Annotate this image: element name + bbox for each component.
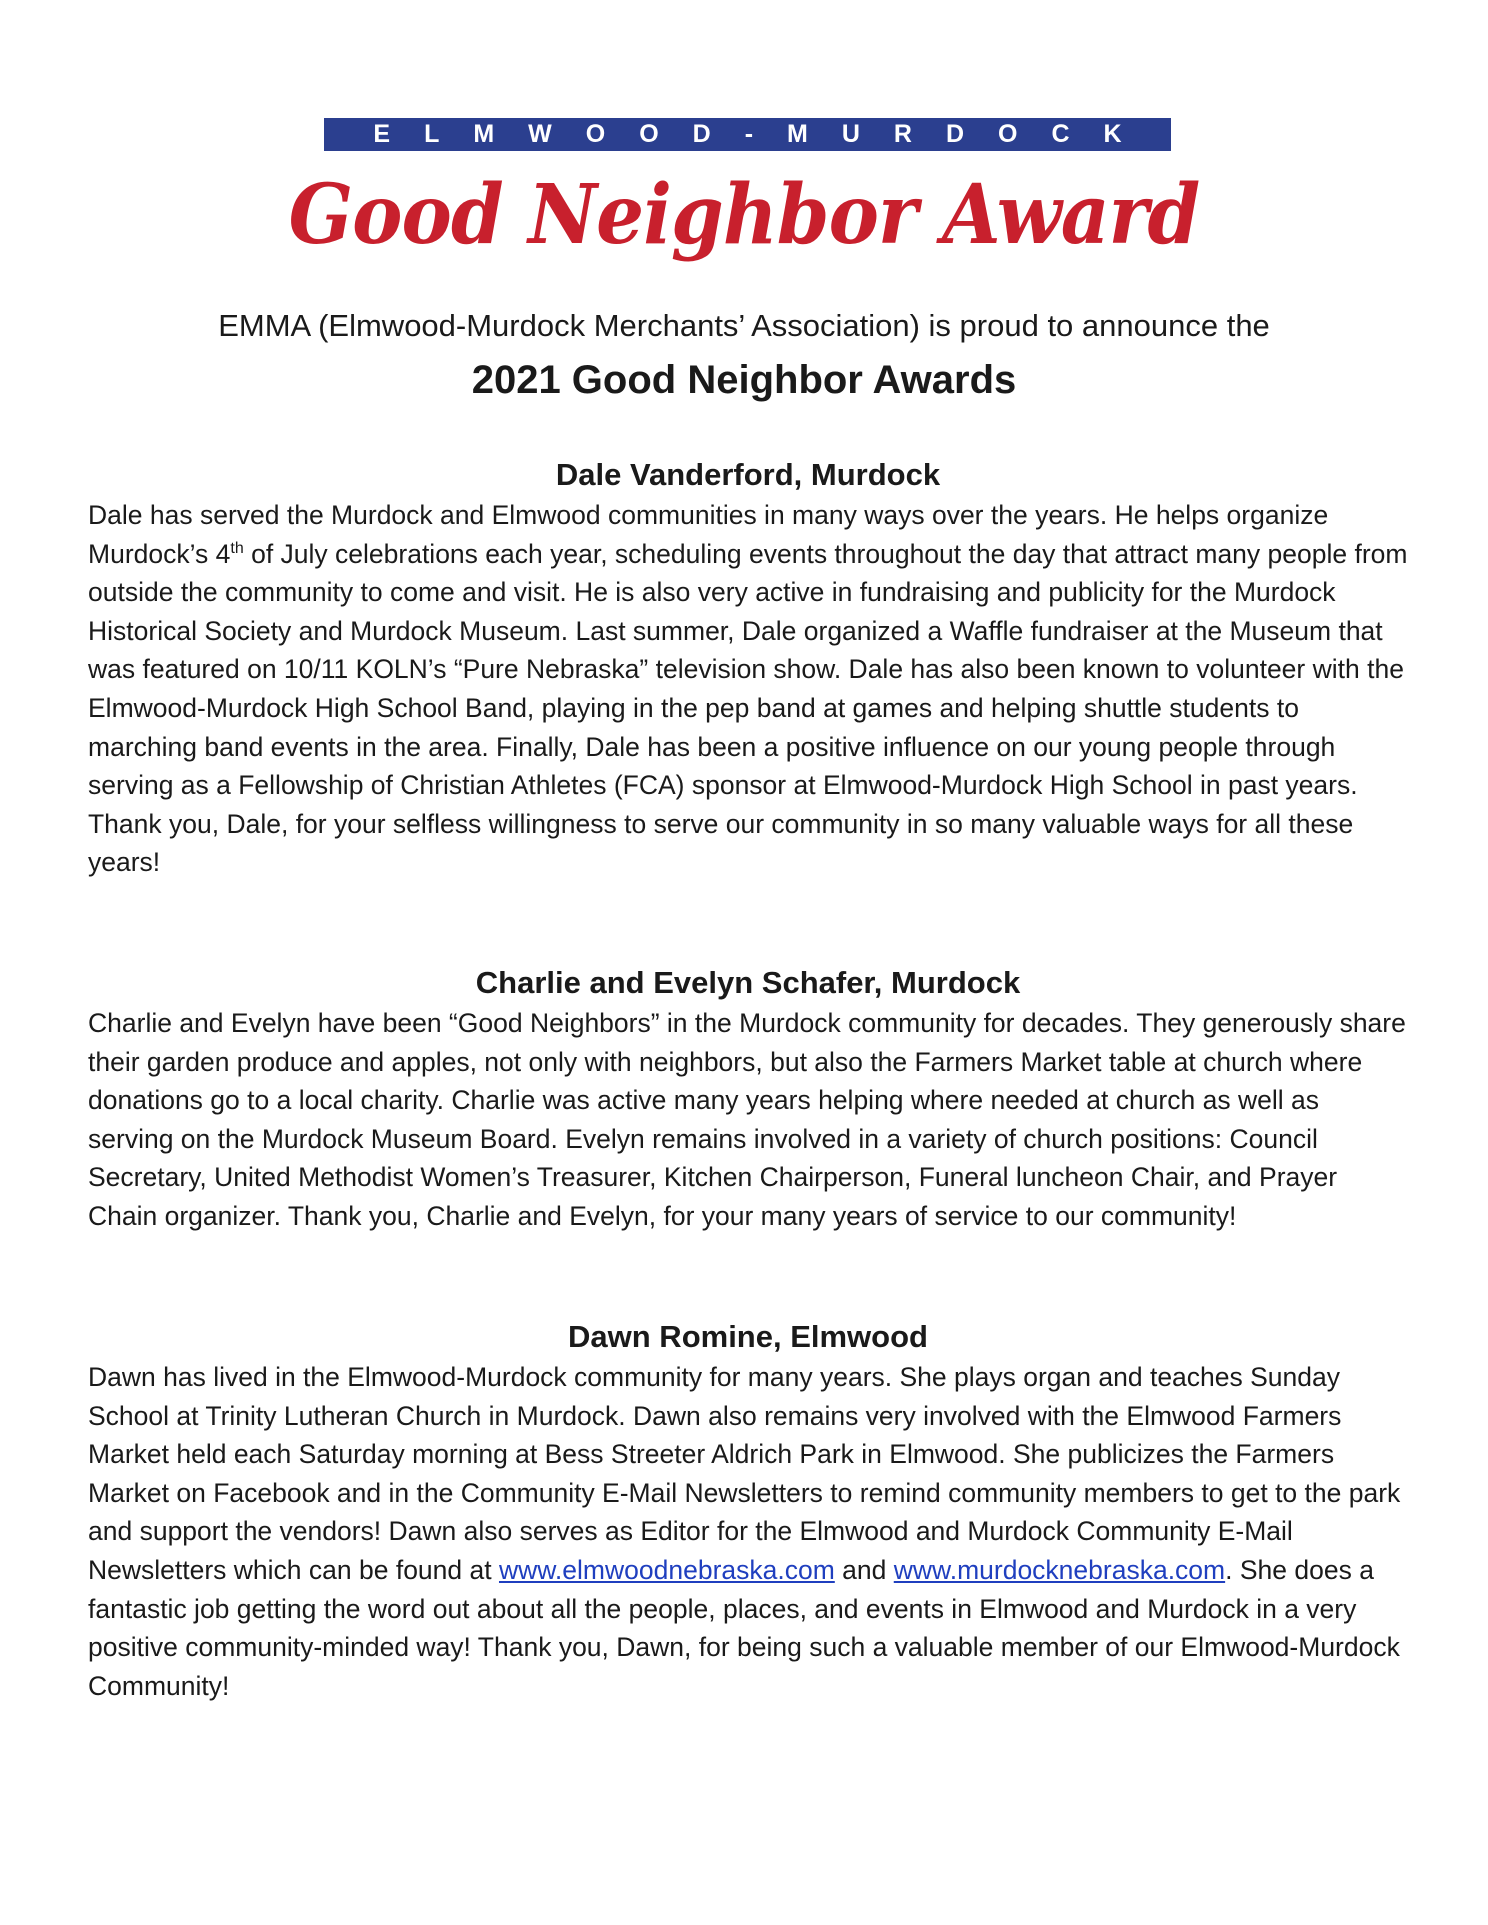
award-body-text: Dawn has lived in the Elmwood-Murdock community for many years. She plays organ and teaches Sunday School at Trinity Lutheran Church in Murdock. Dawn also remains very involved with the Elmwood Farmers Market held each Saturday morning at Bess Streeter Aldrich Park in Elmwood. She publicizes the Farmers Market on Facebook and in the Community E-Mail Newsletters to remind community members to get to the park and support the vendors! Dawn also serves as Editor for the Elmwood and Murdock Community E-Mail Newsletters which can be found at (88, 1362, 1401, 1585)
award-heading: Charlie and Evelyn Schafer, Murdock (475, 965, 1021, 1000)
award-section-dawn (88, 1316, 1408, 1705)
logo-banner-text: ELMWOOD-MURDOCK (373, 120, 1156, 148)
murdock-website-link[interactable]: www.murdocknebraska.com (893, 1554, 1226, 1585)
award-body (88, 1358, 1408, 1705)
page-title: 2021 Good Neighbor Awards (471, 358, 1017, 402)
award-body-text: and (834, 1554, 894, 1585)
logo-script-title: Good Neighbor Award (288, 167, 1200, 263)
award-heading: Dawn Romine, Elmwood (568, 1319, 928, 1354)
logo-banner (324, 118, 1171, 151)
ordinal-suffix: th (230, 539, 244, 557)
award-body-text: of July celebrations each year, scheduling events throughout the day that attract many people from outside the community to come and visit. He is also very active in fundraising and publicity for the Murdock Historical Society and Murdock Museum. Last summer, Dale organized a Waffle fundraiser at the Museum that was featured on 10/11 KOLN’s “Pure Nebraska” television show. Dale has also been known to volunteer with the Elmwood-Murdock High School Band, playing in the pep band at games and helping shuttle students to marching band events in the area. Finally, Dale has been a positive influence on our young people through serving as a Fellowship of Christian Athletes (FCA) sponsor at Elmwood-Murdock High School in past years. Thank you, Dale, for your selfless willingness to serve our community in so many valuable ways for all these years! (88, 538, 1408, 878)
award-body (88, 496, 1408, 882)
award-body-text: Dale has served the Murdock and Elmwood communities in many ways over the years. He helps organize Murdock’s 4 (88, 500, 1329, 569)
elmwood-website-link[interactable]: www.elmwoodnebraska.com (498, 1554, 835, 1585)
award-body-text: . She does a fantastic job getting the word out about all the people, places, and events in Elmwood and Murdock in a very positive community-minded way! Thank you, Dawn, for being such a valuable member of our Elmwood-Murdock Community! (88, 1554, 1400, 1701)
award-body: Charlie and Evelyn have been “Good Neighbors” in the Murdock community for decades. They generously share their garden produce and apples, not only with neighbors, but also the Farmers Market table at church where donations go to a local charity. Charlie was active many years helping where needed at church as well as serving on the Murdock Museum Board. Evelyn remains involved in a variety of church positions: Council Secretary, United Methodist Women’s Treasurer, Kitchen Chairperson, Funeral luncheon Chair, and Prayer Chain organizer. Thank you, Charlie and Evelyn, for your many years of service to our community! (88, 1008, 1406, 1231)
award-section-schafer (88, 962, 1408, 1236)
intro-text: EMMA (Elmwood-Murdock Merchants’ Association) is proud to announce the (218, 308, 1270, 343)
award-heading: Dale Vanderford, Murdock (555, 457, 941, 492)
award-section-dale (88, 454, 1408, 882)
